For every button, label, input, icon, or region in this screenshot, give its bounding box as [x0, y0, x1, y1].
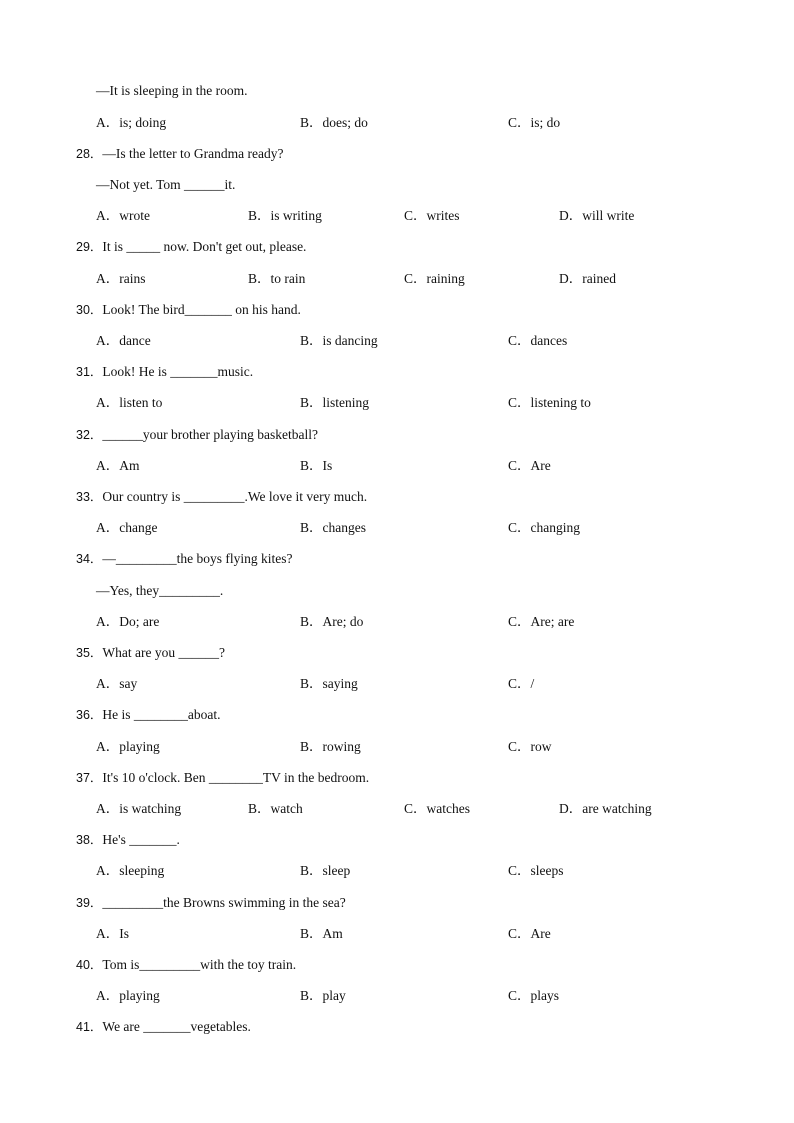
q38-option-c: C．sleeps [508, 863, 564, 878]
q38-stem: He's _______. [102, 832, 180, 847]
q33-option-b: B．changes [300, 520, 366, 535]
q38-option-a: A．sleeping [96, 863, 165, 878]
q31-number: 31． [76, 365, 103, 379]
q30-option-b: B．is dancing [300, 333, 378, 348]
q29-number: 29． [76, 240, 103, 254]
q31-option-c: C．listening to [508, 395, 591, 410]
q34-stem-2: —Yes, they_________. [96, 583, 224, 598]
q30-question [76, 301, 301, 319]
q29-option-c: C．raining [404, 271, 465, 286]
q33-question [76, 488, 367, 506]
q36-option-a: A．playing [96, 739, 160, 754]
q28-stem-2: —Not yet. Tom ______it. [96, 177, 236, 192]
q38-option-b: B．sleep [300, 863, 351, 878]
q35-question [76, 644, 225, 662]
q30-stem: Look! The bird_______ on his hand. [102, 302, 301, 317]
q39-question [76, 894, 346, 912]
q31-stem: Look! He is _______music. [102, 364, 254, 379]
q31-option-b: B．listening [300, 395, 370, 410]
q29-option-b: B．to rain [248, 271, 306, 286]
q39-option-a: A．Is [96, 926, 129, 941]
q35-stem: What are you ______? [102, 645, 225, 660]
q37-stem: It's 10 o'clock. Ben ________TV in the bedroom. [102, 770, 370, 785]
q35-option-b: B．saying [300, 676, 358, 691]
q27-stem: —It is sleeping in the room. [96, 83, 248, 98]
q35-option-a: A．say [96, 676, 138, 691]
q40-option-a: A．playing [96, 988, 160, 1003]
q37-option-d: D．are watching [559, 801, 652, 816]
q28-question [76, 145, 283, 163]
q27-option-c: C．is; do [508, 115, 561, 130]
q32-question [76, 426, 318, 444]
q31-option-a: A．listen to [96, 395, 163, 410]
q40-number: 40． [76, 958, 103, 972]
q28-option-d: D．will write [559, 208, 635, 223]
q40-question [76, 956, 296, 974]
q29-option-d: D．rained [559, 271, 616, 286]
q38-question [76, 831, 180, 849]
q34-option-a: A．Do; are [96, 614, 160, 629]
q36-question [76, 706, 221, 724]
q32-number: 32． [76, 428, 103, 442]
q37-option-b: B．watch [248, 801, 303, 816]
q29-stem: It is _____ now. Don't get out, please. [102, 239, 307, 254]
q40-option-b: B．play [300, 988, 346, 1003]
q41-number: 41． [76, 1020, 103, 1034]
q41-question [76, 1018, 251, 1036]
q32-option-b: B．Is [300, 458, 333, 473]
q30-option-a: A．dance [96, 333, 151, 348]
q27-option-a: A．is; doing [96, 115, 167, 130]
q34-stem: —_________the boys flying kites? [102, 551, 293, 566]
q33-option-c: C．changing [508, 520, 580, 535]
q36-option-b: B．rowing [300, 739, 361, 754]
q28-option-b: B．is writing [248, 208, 322, 223]
q40-stem: Tom is_________with the toy train. [102, 957, 297, 972]
q34-option-c: C．Are; are [508, 614, 575, 629]
q33-option-a: A．change [96, 520, 158, 535]
q32-stem: ______your brother playing basketball? [102, 427, 318, 442]
q34-number: 34． [76, 552, 103, 566]
q29-question [76, 238, 306, 256]
q35-option-c: C．/ [508, 676, 535, 691]
q41-stem: We are _______vegetables. [102, 1019, 251, 1034]
q39-option-b: B．Am [300, 926, 343, 941]
q39-number: 39． [76, 896, 103, 910]
q37-question [76, 769, 369, 787]
q30-number: 30． [76, 303, 103, 317]
q36-option-c: C．row [508, 739, 552, 754]
q34-option-b: B．Are; do [300, 614, 364, 629]
q37-number: 37． [76, 771, 103, 785]
q37-option-c: C．watches [404, 801, 470, 816]
q28-number: 28． [76, 147, 103, 161]
q35-number: 35． [76, 646, 103, 660]
q36-stem: He is ________aboat. [102, 707, 221, 722]
q39-option-c: C．Are [508, 926, 551, 941]
q40-option-c: C．plays [508, 988, 560, 1003]
q27-option-b: B．does; do [300, 115, 368, 130]
q33-stem: Our country is _________.We love it very much. [102, 489, 368, 504]
q30-option-c: C．dances [508, 333, 568, 348]
q28-option-c: C．writes [404, 208, 460, 223]
q31-question [76, 363, 253, 381]
q29-option-a: A．rains [96, 271, 146, 286]
q32-option-a: A．Am [96, 458, 140, 473]
q38-number: 38． [76, 833, 103, 847]
q28-option-a: A．wrote [96, 208, 150, 223]
q39-stem: _________the Browns swimming in the sea? [102, 895, 346, 910]
q28-stem: —Is the letter to Grandma ready? [102, 146, 284, 161]
q37-option-a: A．is watching [96, 801, 182, 816]
q32-option-c: C．Are [508, 458, 551, 473]
q34-question [76, 550, 293, 568]
q33-number: 33． [76, 490, 103, 504]
q36-number: 36． [76, 708, 103, 722]
